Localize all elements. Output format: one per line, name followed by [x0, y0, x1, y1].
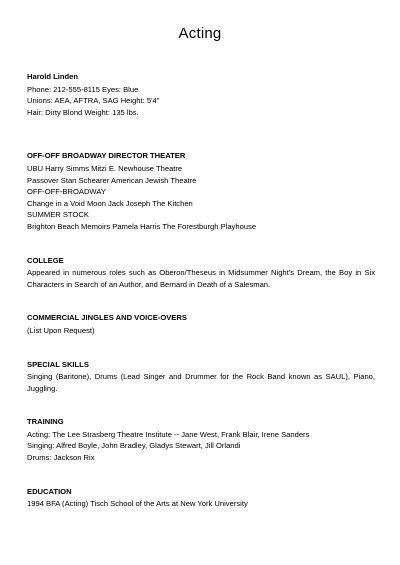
- college-heading: COLLEGE: [27, 255, 64, 265]
- director-theater-line: Change in a Void Moon Jack Joseph The Kitchen: [27, 198, 193, 208]
- director-theater-line: Passover Stan Schearer American Jewish Theatre: [27, 175, 197, 185]
- director-theater-line: UBU Harry Simms Mitzi E. Newhouse Theatre: [27, 163, 183, 173]
- director-theater-line: OFF-OFF-BROADWAY: [27, 187, 106, 197]
- college-paragraph: Appeared in numerous roles such as Oberon/Theseus in Midsummer Night's Dream, the Boy in Six Characters in Search of an Author, and Bernard in Death of a Salesman.: [27, 268, 375, 289]
- contact-section: [27, 71, 375, 118]
- commercial-section: [27, 312, 375, 336]
- training-heading: TRAINING: [27, 417, 64, 427]
- director-theater-line: Brighton Beach Memoirs Pamela Harris The Forestburgh Playhouse: [27, 221, 257, 231]
- page-title: Acting: [178, 25, 222, 42]
- special-skills-section: [27, 359, 375, 395]
- commercial-heading: COMMERCIAL JINGLES AND VOICE-OVERS: [27, 313, 187, 323]
- education-section: [27, 486, 375, 510]
- training-line: Drums: Jackson Rix: [27, 453, 95, 463]
- special-skills-heading: SPECIAL SKILLS: [27, 359, 89, 369]
- contact-hair-line: Hair: Dirty Blond Weight: 135 lbs.: [27, 107, 139, 117]
- director-theater-section: [27, 150, 375, 232]
- training-line: Singing: Alfred Boyle, John Bradley, Gladys Stewart, Jill Orlandi: [27, 441, 241, 451]
- contact-name: Harold Linden: [27, 72, 79, 81]
- director-theater-line: SUMMER STOCK: [27, 210, 89, 220]
- training-section: [27, 416, 375, 463]
- college-section: [27, 255, 375, 291]
- education-line: 1994 BFA (Acting) Tisch School of the Arts at New York University: [27, 499, 248, 509]
- special-skills-paragraph: Singing (Baritone), Drums (Lead Singer and Drummer for the Rock Band known as SAUL), Piano, Juggling.: [27, 372, 375, 393]
- education-heading: EDUCATION: [27, 486, 72, 496]
- contact-unions-line: Unions: AEA, AFTRA, SAG Height: 5'4": [27, 96, 160, 106]
- resume-content: [27, 71, 375, 510]
- commercial-line: (List Upon Request): [27, 325, 95, 335]
- contact-phone-line: Phone: 212-555-8115 Eyes: Blue: [27, 84, 139, 94]
- training-line: Acting: The Lee Strasberg Theatre Institute -- Jane West, Frank Blair, Irene Sanders: [27, 429, 310, 439]
- director-theater-heading: OFF-OFF BROADWAY DIRECTOR THEATER: [27, 151, 186, 161]
